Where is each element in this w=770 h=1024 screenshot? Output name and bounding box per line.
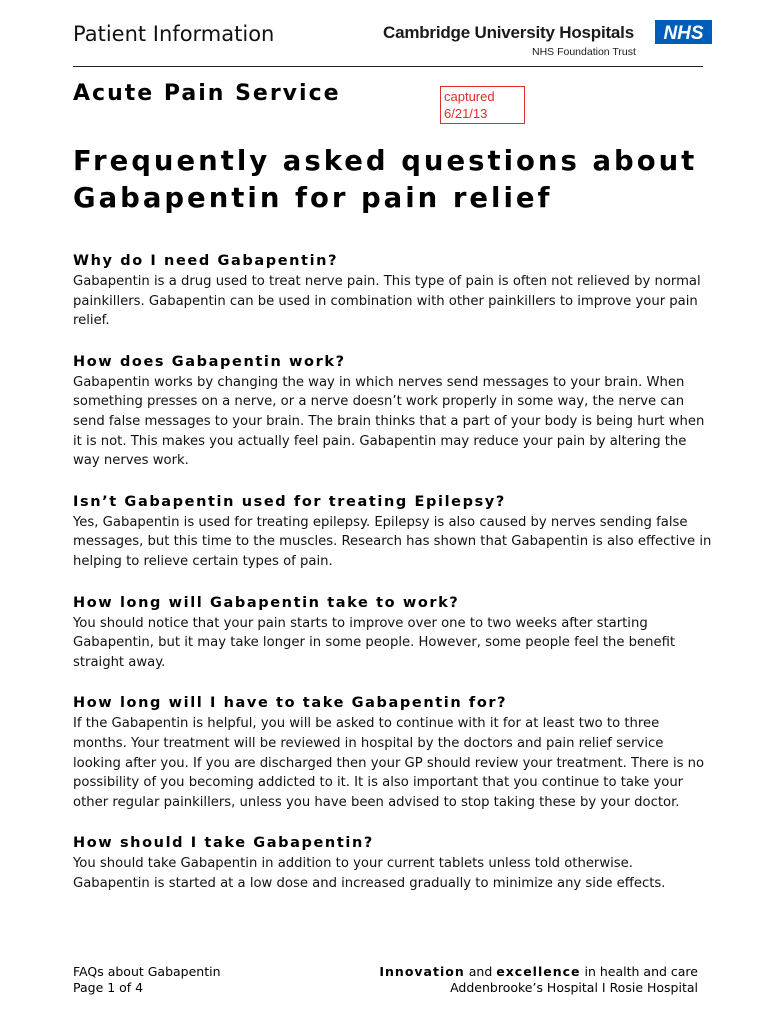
faq-section [73, 491, 713, 572]
stamp-label: captured [444, 89, 495, 104]
footer-hospitals: Addenbrooke’s Hospital I Rosie Hospital [450, 980, 698, 995]
faq-answer: If the Gabapentin is helpful, you will be asked to continue with it for at least two to three months. Your treatment will be reviewed in hospital by the doctors and pain relief service looking after you. If you are discharged then your GP should review your treatment. There is no possibility of you becoming addicted to it. It is also important that you continue to take your other regular painkillers, unless you have been advised to stop taking these by your doctor. [73, 716, 705, 810]
footer-page-number: Page 1 of 4 [73, 980, 144, 995]
nhs-logo-text: NHS [663, 23, 704, 44]
faq-question: Why do I need Gabapentin? [73, 253, 339, 269]
footer-left [73, 964, 221, 996]
faq-answer: Gabapentin is a drug used to treat nerve pain. This type of pain is often not relieved by normal painkillers. Gabapentin can be used in combination with other painkillers to improve your pain relief. [73, 274, 701, 329]
tagline-innovation: Innovation [379, 964, 465, 979]
faq-section [73, 351, 713, 471]
org-subtitle: NHS Foundation Trust [532, 46, 636, 58]
faq-section [73, 832, 713, 893]
org-name: Cambridge University Hospitals [383, 23, 634, 42]
faq-answer: Yes, Gabapentin is used for treating epilepsy. Epilepsy is also caused by nerves sending false messages, but this time to the muscles. Research has shown that Gabapentin is also effective in helping to relieve certain types of pain. [73, 514, 712, 569]
faq-answer: You should take Gabapentin in addition to your current tablets unless told otherwise. Gabapentin is started at a low dose and increased gradually to minimize any side effects. [73, 856, 666, 891]
footer-right [379, 964, 698, 996]
title-line-2: Gabapentin for pain relief [73, 182, 553, 214]
faq-question: How long will I have to take Gabapentin for? [73, 695, 508, 712]
patient-information-label: Patient Information [73, 22, 275, 46]
tagline-excellence: excellence [496, 964, 581, 979]
faq-section [73, 592, 713, 673]
page-title [73, 143, 697, 217]
captured-stamp [440, 86, 525, 124]
header-divider [73, 66, 703, 67]
faq-list [73, 250, 713, 913]
footer-tagline [379, 964, 698, 980]
faq-question: How long will Gabapentin take to work? [73, 594, 460, 611]
tagline-and: and [468, 964, 493, 979]
faq-section [73, 250, 713, 331]
footer-doc-name: FAQs about Gabapentin [73, 964, 221, 979]
faq-question: How should I take Gabapentin? [73, 835, 374, 852]
title-line-1: Frequently asked questions about [73, 145, 698, 177]
tagline-rest: in health and care [584, 964, 698, 979]
faq-question: Isn’t Gabapentin used for treating Epilepsy? [73, 493, 506, 510]
faq-question: How does Gabapentin work? [73, 353, 346, 370]
faq-answer: Gabapentin works by changing the way in which nerves send messages to your brain. When something presses on a nerve, or a nerve doesn’t work properly in some way, the nerve can send false messages to your brain. The brain thinks that a part of your body is being hurt when it is not. This makes you actually feel pain. Gabapentin may reduce your pain by altering the way nerves work. [73, 374, 705, 469]
faq-section [73, 692, 713, 812]
faq-answer: You should notice that your pain starts to improve over one to two weeks after starting Gabapentin, but it may take longer in some people. However, some people feel the benefit straight away. [73, 615, 676, 670]
service-name: Acute Pain Service [73, 81, 341, 106]
stamp-date: 6/21/13 [444, 106, 488, 121]
page-header [0, 0, 770, 72]
nhs-logo [655, 20, 712, 44]
